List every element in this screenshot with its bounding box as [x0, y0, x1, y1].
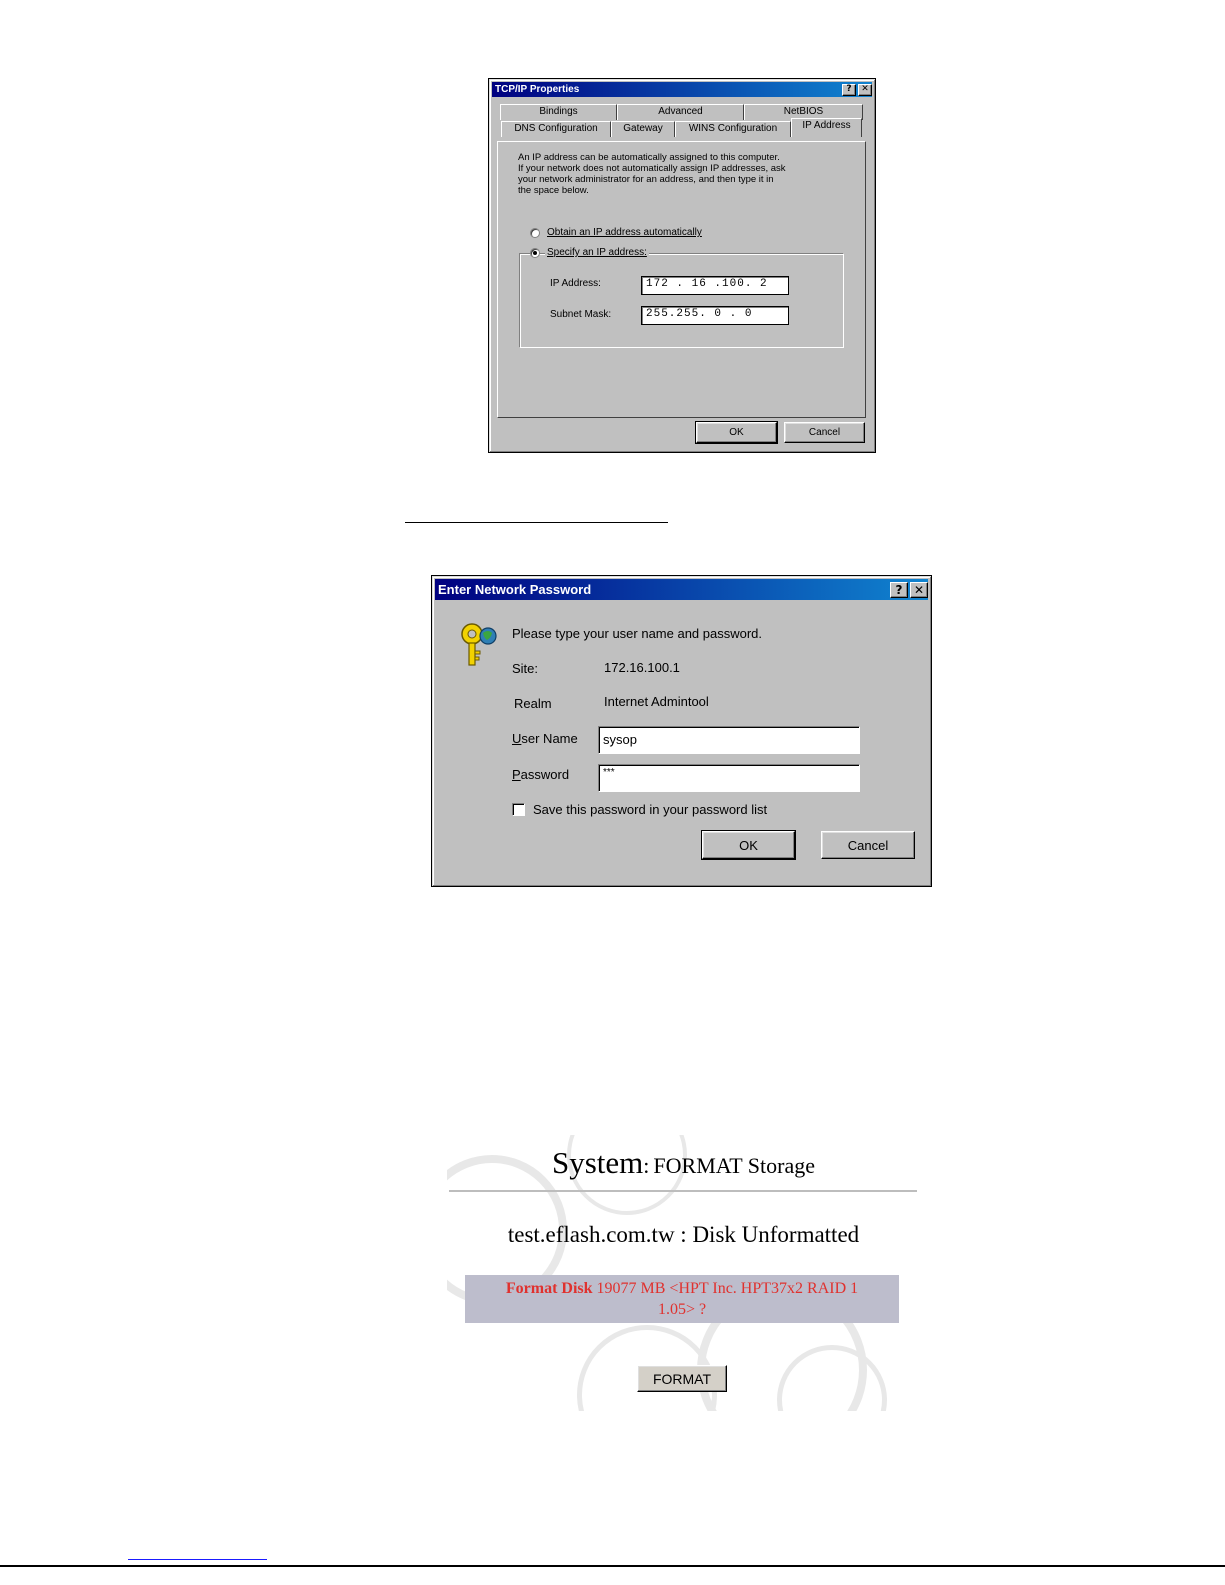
password-value: *** [603, 767, 615, 778]
subnet-mask-label: Subnet Mask: [550, 309, 612, 320]
realm-label: Realm [514, 696, 552, 711]
tcpip-titlebar[interactable] [492, 82, 872, 97]
title-rule [449, 1190, 917, 1192]
ip-address-field[interactable]: 172 . 16 .100. 2 [641, 276, 789, 295]
description-line: An IP address can be automatically assigned to this computer. [518, 152, 780, 163]
tab-advanced[interactable]: Advanced [617, 104, 744, 120]
footer-rule [0, 1565, 1225, 1567]
page-title-sep: : [643, 1153, 650, 1178]
password-ok-button[interactable]: OK [702, 831, 795, 859]
footer-link-rule [128, 1559, 267, 1560]
user-name-field[interactable] [598, 726, 860, 754]
password-label-rest: assword [520, 767, 570, 782]
description-line: your network administrator for an address, and then type it in [518, 174, 774, 185]
tab-netbios[interactable]: NetBIOS [744, 104, 863, 120]
key-icon [458, 621, 500, 667]
format-line-2: 1.05> ? [657, 1301, 707, 1318]
user-name-label: User Name [512, 731, 578, 746]
obtain-ip-label: Obtain an IP address automatically [547, 227, 702, 238]
page-title-small: FORMAT Storage [653, 1153, 815, 1178]
tab-bindings[interactable]: Bindings [500, 104, 617, 120]
description-line: If your network does not automatically assign IP addresses, ask [518, 163, 786, 174]
password-title: Enter Network Password [438, 582, 592, 597]
tcpip-ok-button[interactable]: OK [696, 422, 777, 443]
format-disk-label: Format Disk [505, 1280, 593, 1297]
tab-ip-address[interactable]: IP Address [791, 118, 862, 137]
save-password-checkbox[interactable] [512, 803, 525, 816]
format-confirm-banner [465, 1275, 899, 1323]
tab-gateway[interactable]: Gateway [611, 121, 675, 137]
user-name-label-rest: ser Name [521, 731, 578, 746]
host-status: test.eflash.com.tw : Disk Unformatted [507, 1222, 860, 1247]
format-line-1 [465, 1278, 899, 1299]
close-icon[interactable]: ✕ [858, 84, 872, 96]
page-title-big: System [552, 1145, 644, 1180]
password-field[interactable] [598, 764, 860, 792]
password-titlebar[interactable] [435, 579, 928, 600]
password-cancel-button[interactable]: Cancel [821, 831, 915, 859]
specify-ip-label: Specify an IP address: [547, 247, 647, 258]
description-line: the space below. [518, 185, 589, 196]
subnet-mask-field[interactable]: 255.255. 0 . 0 [641, 306, 789, 325]
close-icon[interactable]: ✕ [910, 582, 928, 598]
tcpip-title: TCP/IP Properties [495, 84, 580, 95]
format-line-1-text: 19077 MB <HPT Inc. HPT37x2 RAID 1 [596, 1280, 859, 1297]
save-password-label: Save this password in your password list [533, 802, 768, 817]
prompt-text: Please type your user name and password. [512, 626, 763, 641]
user-name-value: sysop [603, 732, 637, 747]
site-label: Site: [512, 661, 539, 676]
help-button[interactable]: ? [890, 582, 908, 598]
separator-line [405, 522, 668, 523]
page-title [447, 1145, 920, 1181]
specify-ip-radio[interactable] [530, 248, 540, 258]
tab-dns-configuration[interactable]: DNS Configuration [501, 121, 611, 137]
password-label: Password [512, 767, 570, 782]
format-storage-page [447, 1135, 920, 1411]
tcpip-cancel-button[interactable]: Cancel [784, 422, 865, 443]
ip-address-label: IP Address: [550, 278, 601, 289]
format-button[interactable]: FORMAT [637, 1365, 727, 1392]
realm-value: Internet Admintool [604, 694, 709, 709]
ip-groupbox [519, 253, 844, 348]
help-button[interactable]: ? [842, 84, 856, 96]
tab-wins-configuration[interactable]: WINS Configuration [675, 121, 791, 137]
obtain-ip-radio[interactable] [530, 228, 540, 238]
site-value: 172.16.100.1 [604, 660, 680, 675]
